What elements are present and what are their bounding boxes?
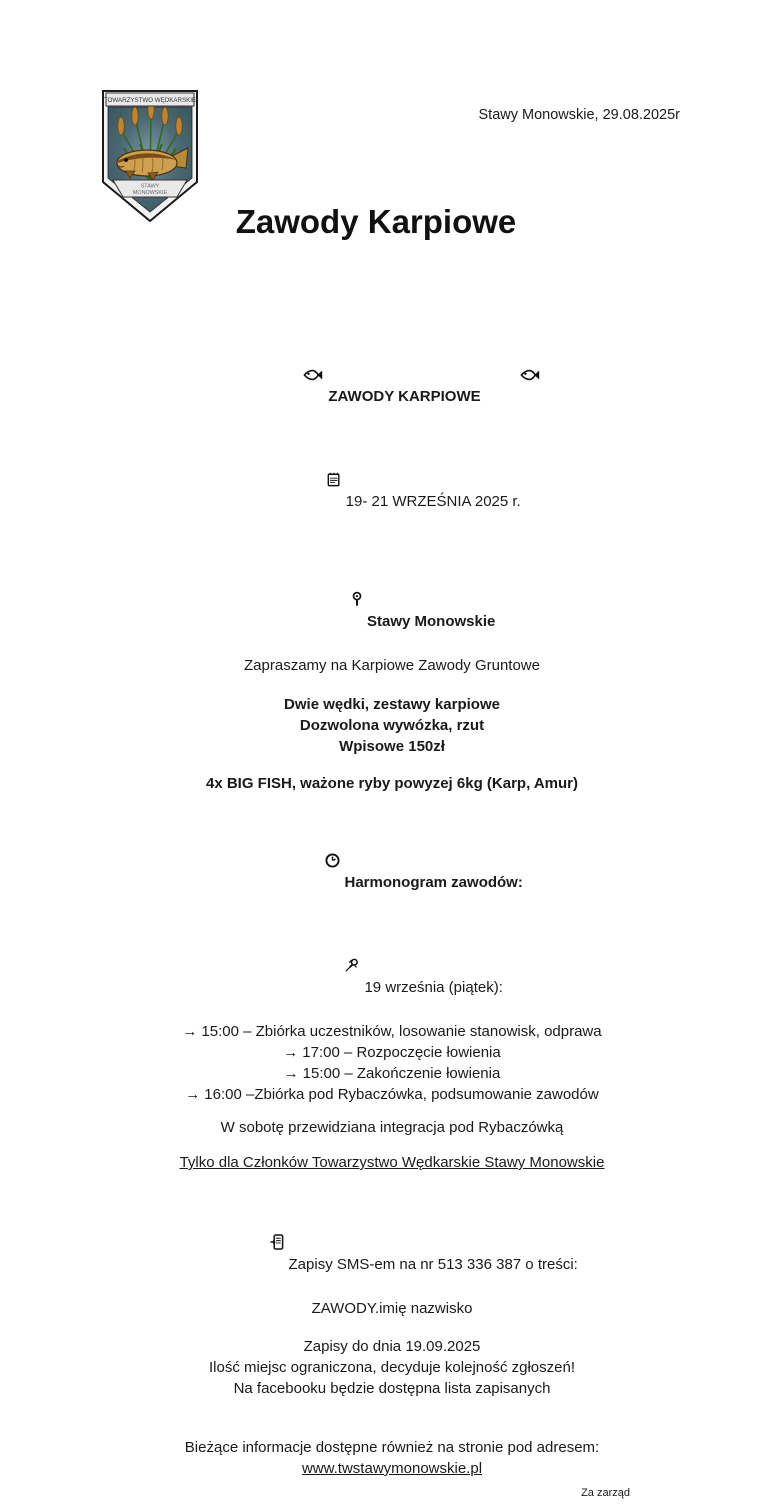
event-location-text: Stawy Monowskie xyxy=(366,613,496,630)
clock-icon xyxy=(291,832,339,895)
document-date: Stawy Monowskie, 29.08.2025r xyxy=(478,107,680,123)
location-pin-icon xyxy=(319,570,362,634)
logo-bottom-banner-text1: STAWY xyxy=(140,183,160,190)
schedule-heading-text: Harmonogram zawodów: xyxy=(344,874,523,891)
facebook-line: Na facebooku będzie dostępna lista zapisanych xyxy=(233,1380,551,1397)
signature: Za zarząd xyxy=(581,1487,630,1499)
website-line xyxy=(0,1458,784,1479)
logo-bottom-banner-text2: MONOWSKIE xyxy=(132,190,168,196)
right-arrow-icon: → xyxy=(185,1086,201,1103)
right-arrow-icon: → xyxy=(283,1065,299,1082)
right-arrow-icon: → xyxy=(182,1023,198,1040)
schedule-item-text: 17:00 – Rozpoczęcie łowienia xyxy=(302,1044,501,1061)
big-fish-line: 4x BIG FISH, ważone ryby powyzej 6kg (Karp, Amur) xyxy=(205,775,579,792)
pushpin-icon xyxy=(311,937,359,1000)
event-dates xyxy=(0,430,784,535)
schedule-item xyxy=(0,1084,784,1105)
fish-icon xyxy=(269,346,323,409)
announcement-body xyxy=(0,325,784,1504)
schedule-heading xyxy=(0,811,784,916)
right-arrow-icon: → xyxy=(283,1044,299,1061)
rule-line: Wpisowe 150zł xyxy=(339,738,445,755)
page-title: Zawody Karpiowe xyxy=(235,203,517,240)
mobile-phone-arrow-icon xyxy=(236,1213,283,1277)
schedule-item xyxy=(0,1063,784,1084)
schedule-item-text: 15:00 – Zbiórka uczestników, losowanie stanowisk, odprawa xyxy=(201,1023,602,1040)
rule-line: Dozwolona wywózka, rzut xyxy=(299,717,485,734)
limited-places-line: Ilość miejsc ograniczona, decyduje kolejność zgłoszeń! xyxy=(208,1359,576,1376)
info-line: Bieżące informacje dostępne również na stronie pod adresem: xyxy=(184,1439,600,1456)
sms-signup-text: Zapisy SMS-em na nr 513 336 387 o treści: xyxy=(288,1256,578,1273)
saturday-note: W sobotę przewidziana integracja pod Rybaczówką xyxy=(220,1119,564,1136)
schedule-day xyxy=(0,916,784,1021)
event-dates-text: 19- 21 WRZEŚNIA 2025 r. xyxy=(345,493,521,510)
calendar-icon xyxy=(293,451,340,514)
schedule-item xyxy=(0,1042,784,1063)
invite-line: Zapraszamy na Karpiowe Zawody Gruntowe xyxy=(244,657,540,674)
rule-line: Dwie wędki, zestawy karpiowe xyxy=(284,696,500,713)
event-heading xyxy=(0,325,784,430)
members-only-note: Tylko dla Członków Towarzystwo Wędkarskie Stawy Monowskie xyxy=(179,1154,605,1171)
schedule-day-text: 19 września (piątek): xyxy=(364,979,503,996)
fish-icon xyxy=(486,346,540,409)
schedule-item xyxy=(0,1021,784,1042)
event-location xyxy=(0,549,784,655)
sms-signup-line xyxy=(0,1192,784,1298)
event-heading-text: ZAWODY KARPIOWE xyxy=(328,388,481,405)
schedule-item-text: 16:00 –Zbiórka pod Rybaczówka, podsumowanie zawodów xyxy=(204,1086,599,1103)
website-link[interactable]: www.twstawymonowskie.pl xyxy=(301,1460,483,1477)
logo-top-banner-text: TOWARZYSTWO WĘDKARSKIE xyxy=(103,97,197,104)
deadline-line: Zapisy do dnia 19.09.2025 xyxy=(303,1338,481,1355)
sms-format: ZAWODY.imię nazwisko xyxy=(311,1300,473,1317)
schedule-item-text: 15:00 – Zakończenie łowienia xyxy=(302,1065,501,1082)
